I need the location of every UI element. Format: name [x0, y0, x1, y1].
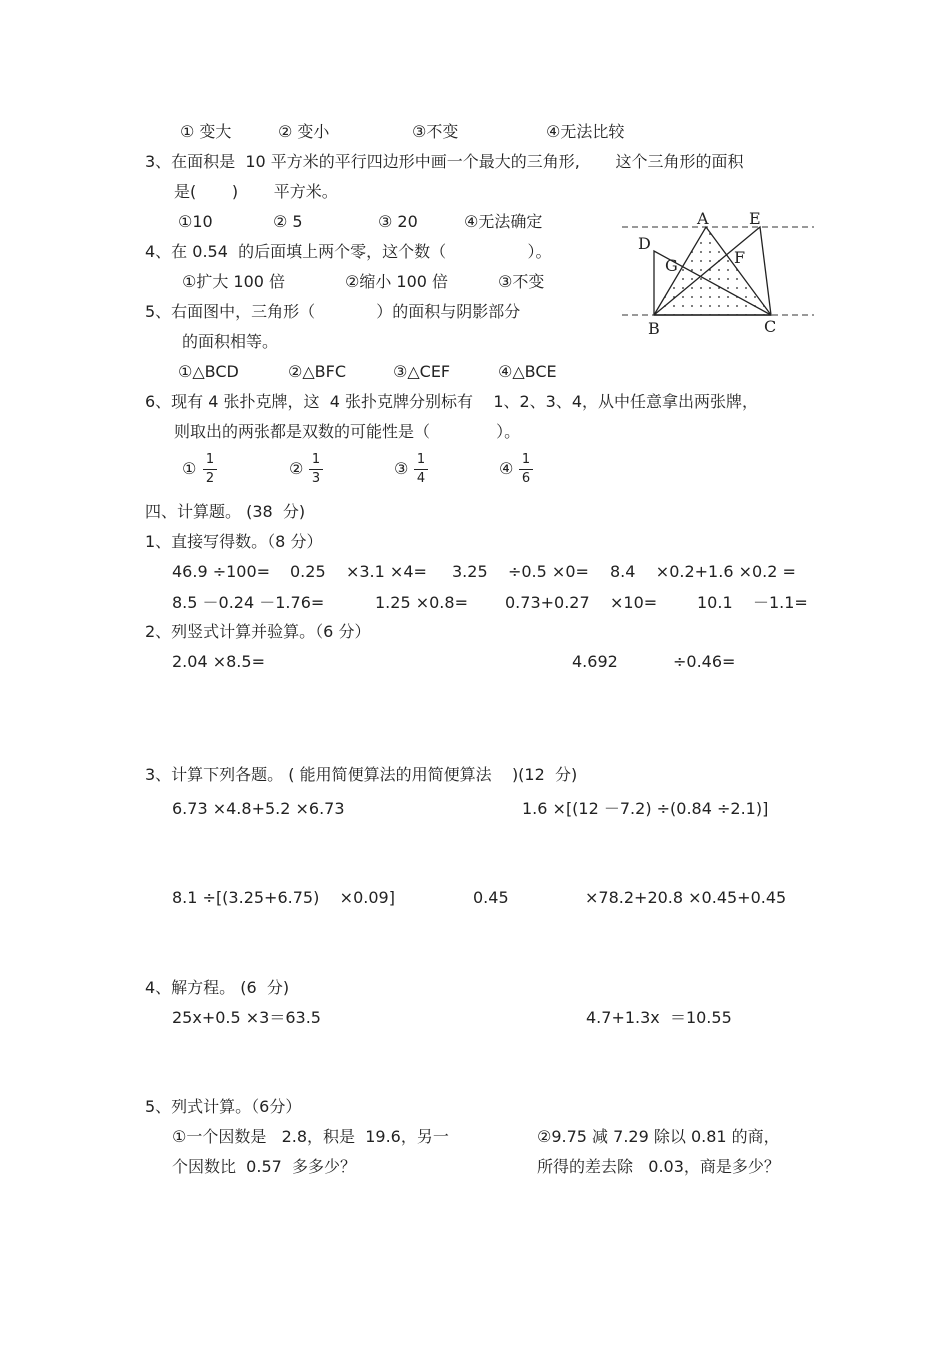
s4-p5-a-line-2: 个因数比 0.57 多多少？: [172, 1157, 356, 1176]
label-f: F: [734, 248, 746, 267]
q6-option-4-fraction: 1 6: [519, 453, 533, 486]
s4-p4-item-2: 4.7+1.3x ＝10.55: [586, 1008, 732, 1027]
q4-text: 4、在 0.54 的后面填上两个零，这个数（ ）。: [145, 242, 552, 261]
q5-option-1: ①△BCD: [178, 362, 239, 381]
q5-option-2: ②△BFC: [288, 362, 346, 381]
s4-p5-b-line-2: 所得的差去除 0.03，商是多少？: [537, 1157, 780, 1176]
s4-p1-r1-c: 3.25 ÷0.5 ×0=: [452, 562, 589, 581]
s4-p2-item-2a: 4.692: [572, 652, 618, 671]
s4-p1-r1-d: 8.4 ×0.2+1.6 ×0.2 =: [610, 562, 796, 581]
s4-p3-item-4b: ×78.2+20.8 ×0.45+0.45: [585, 888, 787, 907]
q2-option-2: ② 变小: [278, 122, 330, 141]
q3-option-4: ④无法确定: [464, 212, 543, 231]
q6-option-4-mark: ④: [499, 459, 514, 478]
q2-option-1: ① 变大: [180, 122, 232, 141]
q3-line-1: 3、在面积是 10 平方米的平行四边形中画一个最大的三角形, 这个三角形的面积: [145, 152, 744, 171]
q2-option-3: ③不变: [412, 122, 459, 141]
section-4-title: 四、计算题。 (38 分): [145, 502, 306, 521]
label-e: E: [749, 209, 761, 228]
s4-p1-r2-c: 0.73+0.27 ×10=: [505, 593, 658, 612]
q6-line-2: 则取出的两张都是双数的可能性是（ ）。: [174, 422, 521, 441]
s4-p4-title: 4、解方程。 (6 分): [145, 978, 290, 997]
s4-p3-item-1: 6.73 ×4.8+5.2 ×6.73: [172, 799, 345, 818]
q4-option-2: ②缩小 100 倍: [345, 272, 449, 291]
triangle-figure: [618, 205, 818, 340]
s4-p2-title: 2、列竖式计算并验算。（6 分）: [145, 622, 371, 641]
s4-p1-r2-d: 10.1 －1.1=: [697, 593, 808, 612]
q2-option-4: ④无法比较: [546, 122, 625, 141]
q6-option-1-mark: ①: [182, 459, 197, 478]
q3-option-3: ③ 20: [378, 212, 418, 231]
s4-p3-item-3: 8.1 ÷[(3.25+6.75) ×0.09]: [172, 888, 395, 907]
q6-option-1-fraction: 1 2: [203, 453, 217, 486]
q6-line-1: 6、现有 4 张扑克牌，这 4 张扑克牌分别标有 1、2、3、4，从中任意拿出两张牌，: [145, 392, 759, 411]
s4-p1-r2-a: 8.5 －0.24 －1.76=: [172, 593, 325, 612]
q6-option-2-fraction: 1 3: [309, 453, 323, 486]
label-b: B: [648, 319, 660, 338]
s4-p2-item-1: 2.04 ×8.5=: [172, 652, 265, 671]
s4-p2-item-2b: ÷0.46=: [673, 652, 736, 671]
label-d: D: [638, 234, 651, 253]
label-g: G: [665, 256, 678, 275]
s4-p4-item-1: 25x+0.5 ×3＝63.5: [172, 1008, 321, 1027]
q5-option-3: ③△CEF: [393, 362, 451, 381]
q6-option-2-mark: ②: [289, 459, 304, 478]
s4-p1-r1-b: 0.25 ×3.1 ×4=: [290, 562, 427, 581]
s4-p3-item-4a: 0.45: [473, 888, 509, 907]
s4-p3-item-2: 1.6 ×[(12 －7.2) ÷(0.84 ÷2.1)]: [522, 799, 769, 818]
s4-p5-b-line-1: ②9.75 减 7.29 除以 0.81 的商，: [537, 1127, 780, 1146]
s4-p1-title: 1、直接写得数。（8 分）: [145, 532, 323, 551]
q6-option-3-fraction: 1 4: [414, 453, 428, 486]
q5-option-4: ④△BCE: [498, 362, 557, 381]
q4-option-1: ①扩大 100 倍: [182, 272, 286, 291]
q3-option-1: ①10: [178, 212, 213, 231]
s4-p1-r1-a: 46.9 ÷100=: [172, 562, 271, 581]
q5-line-2: 的面积相等。: [182, 332, 279, 351]
q3-line-2: 是( ) 平方米。: [174, 182, 338, 201]
q5-line-1: 5、右面图中，三角形（ ）的面积与阴影部分: [145, 302, 521, 321]
q6-option-3-mark: ③: [394, 459, 409, 478]
q4-option-3: ③不变: [498, 272, 545, 291]
label-a: A: [697, 209, 709, 228]
s4-p3-title: 3、计算下列各题。 ( 能用简便算法的用简便算法 )(12 分): [145, 765, 578, 784]
q3-option-2: ② 5: [273, 212, 303, 231]
s4-p5-title: 5、列式计算。（6分）: [145, 1097, 302, 1116]
label-c: C: [764, 317, 777, 336]
s4-p5-a-line-1: ①一个因数是 2.8，积是 19.6，另一: [172, 1127, 449, 1146]
s4-p1-r2-b: 1.25 ×0.8=: [375, 593, 468, 612]
